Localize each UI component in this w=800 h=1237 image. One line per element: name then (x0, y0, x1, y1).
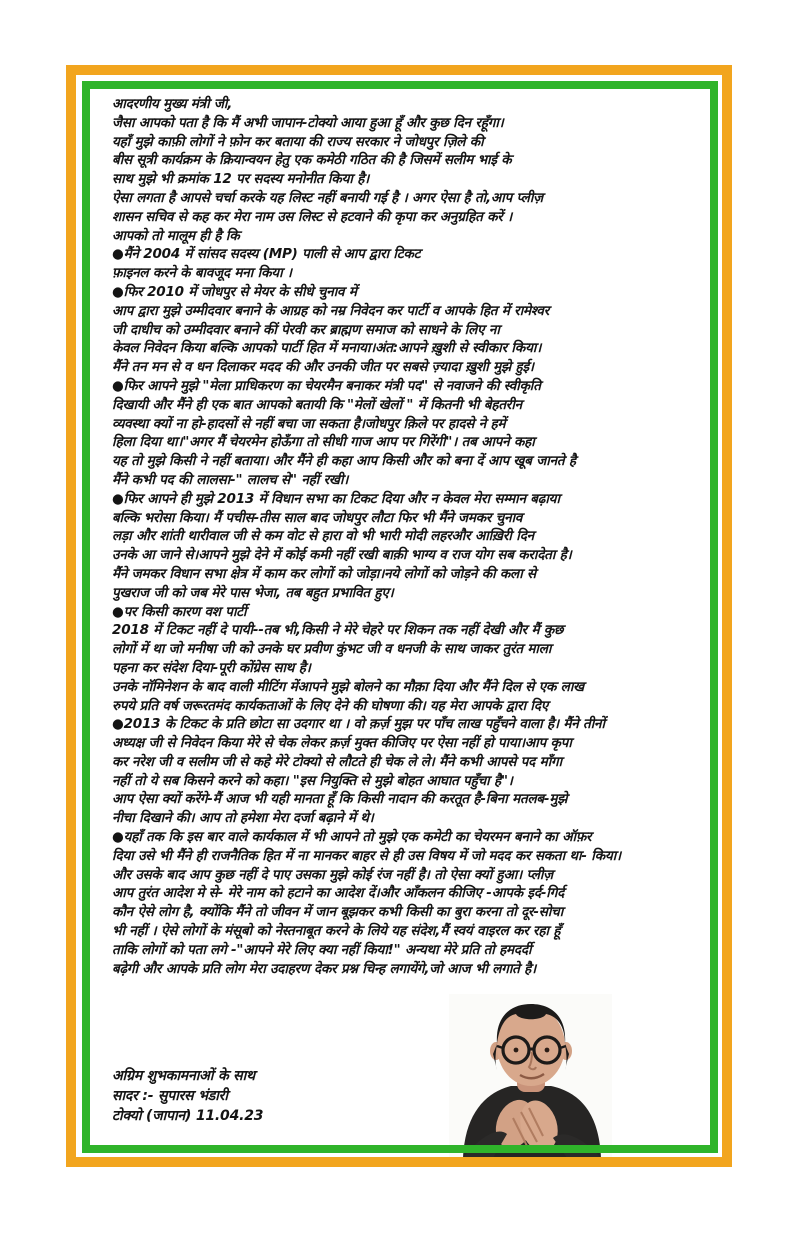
letter-line: ●फिर आपने ही मुझे 2013 में विधान सभा का टिकट दिया और न केवल मेरा सम्मान बढ़ाया (112, 490, 560, 507)
portrait-illustration (449, 994, 612, 1158)
letter-line: मैंने कभी पद की लालसा-" लालच से" नहीं रखी। (112, 471, 349, 488)
letter-line: आपको तो मालूम ही है कि (112, 227, 240, 244)
letter-line: आप द्वारा मुझे उम्मीदवार बनाने के आग्रह को नम्र निवेदन कर पार्टी व आपके हित में रामेश्वर (112, 302, 550, 319)
letter-line: ●पर किसी कारण वश पार्टी (112, 603, 247, 620)
letter-line: लोगों में था जो मनीषा जी को उनके घर प्रवीण कुंभट जी व धनजी के साथ जाकर तुरंत माला (112, 641, 552, 658)
letter-line: कर नरेश जी व सलीम जी से कहे मेरे टोक्यो से लौटते ही चेक ले ले। मैंने कभी आपसे पद माँगा (112, 753, 562, 770)
letter-line: नहीं तो ये सब किसने करने को कहा। "इस नियुक्ति से मुझे बोहत आघात पहुँचा है"। (112, 772, 513, 789)
letter-line: ●2013 के टिकट के प्रति छोटा सा उदगार था । वो क़र्ज़ मुझ पर पाँच लाख पहुँचने वाला है। मैंने तीनों (112, 716, 605, 733)
letter-line: मैंने जमकर विधान सभा क्षेत्र में काम कर लोगों को जोड़ा।नये लोगों को जोड़ने की कला से (112, 565, 536, 582)
letter-line: नीचा दिखाने की। आप तो हमेशा मेरा दर्जा बढ़ाने में थे। (112, 810, 374, 827)
letter-line: ऐसा लगता है आपसे चर्चा करके यह लिस्ट नहीं बनायी गई है । अगर ऐसा है तो,आप प्लीज़ (112, 189, 543, 206)
letter-line: ●फिर आपने मुझे "मेला प्राधिकरण का चेयरमैन बनाकर मंत्री पद" से नवाजने की स्वीकृति (112, 377, 541, 394)
letter-line: जैसा आपको पता है कि मैं अभी जापान-टोक्यो आया हुआ हूँ और कुछ दिन रहूँगा। (112, 114, 504, 131)
letter-line: उनके आ जाने से।आपने मुझे देने में कोई कमी नहीं रखी बाक़ी भाग्य व राज योग सब करादेता है। (112, 547, 572, 564)
letter-line: लड़ा और शांती थारीवाल जी से कम वोट से हारा वो भी भारी मोदी लहरऔर आख़िरी दिन (112, 528, 534, 545)
letter-line: जी दाधीच को उम्मीदवार बनाने कीं पेरवी कर ब्राह्मण समाज को साधने के लिए ना (112, 321, 500, 338)
letter-body (112, 95, 712, 978)
letter-line: यहाँ मुझे काफ़ी लोगों ने फ़ोन कर बताया की राज्य सरकार ने जोधपुर ज़िले की (112, 133, 484, 150)
letter-line: अध्यक्ष जी से निवेदन किया मेरे से चेक लेकर क़र्ज़ मुक्त कीजिए पर ऐसा नहीं हो पाया।आप कृपा (112, 735, 572, 752)
signature-block (112, 1066, 432, 1126)
letter-line: भी नहीं । ऐसे लोगों के मंसूबो को नेस्तनाबूत करने के लिये यह संदेश,मैं स्वयं वाइरल कर रहा हूँ (112, 923, 561, 940)
letter-line: दिखायी और मैंने ही एक बात आपको बतायी कि "मेलों खेलों " में कितनी भी बेहतरीन (112, 396, 522, 413)
letter-line: उनके नॉमिनेशन के बाद वाली मीटिंग मेंआपने मुझे बोलने का मौक़ा दिया और मैंने दिल से एक लाख (112, 678, 584, 695)
letter-line: ताकि लोगों को पता लगे -"आपने मेरे लिए क्या नहीं किया!" अन्यथा मेरे प्रति तो हमदर्दी (112, 941, 532, 958)
letter-line: और उसके बाद आप कुछ नहीं दे पाए उसका मुझे कोई रंज नहीं है। तो ऐसा क्यों हुआ। प्लीज़ (112, 866, 553, 883)
letter-line: पहना कर संदेश दिया-पूरी कोंग्रेस साथ है। (112, 659, 311, 676)
letter-line: टोक्यो (जापान) 11.04.23 (112, 1108, 264, 1124)
letter-line: दिया उसे भी मैंने ही राजनैतिक हित में ना मानकर बाहर से ही उस विषय में जो मदद कर सकता था- किया। (112, 847, 621, 864)
letter-line: आदरणीय मुख्य मंत्री जी, (112, 96, 233, 112)
letter-line: साथ मुझे भी क्रमांक 12 पर सदस्य मनोनीत किया है। (112, 171, 370, 188)
letter-line: ●फिर 2010 में जोधपुर से मेयर के सीधे चुनाव में (112, 283, 357, 300)
letter-line: यह तो मुझे किसी ने नहीं बताया। और मैंने ही कहा आप किसी और को बना दें आप खूब जानते है (112, 453, 576, 470)
letter-line: व्यवस्था क्यों ना हो-हादसों से नहीं बचा जा सकता है।जोधपुर क़िले पर हादसे ने हमें (112, 415, 506, 432)
letter-line: बल्कि भरोसा किया। मैं पचीस-तीस साल बाद जोधपुर लौटा फिर भी मैंने जमकर चुनाव (112, 509, 523, 526)
letter-line: कौन ऐसे लोग है, क्योंकि मैंने तो जीवन में जान बूझकर कभी किसी का बुरा करना तो दूर-सोचा (112, 904, 564, 921)
letter-line: 2018 में टिकट नहीं दे पायी--तब भी,किसी ने मेरे चेहरे पर शिकन तक नहीं देखी और मैं कुछ (112, 622, 564, 639)
letter-line: बढ़ेगी और आपके प्रति लोग मेरा उदाहरण देकर प्रश्न चिन्ह लगायेंगे,जो आज भी लगाते है। (112, 960, 537, 977)
letter-line: आप तुरंत आदेश मे से- मेरे नाम को हटाने का आदेश दें।और आँकलन कीजिए -आपके इर्द-गिर्द (112, 885, 565, 902)
letter-line: हिला दिया था।"अगर मैं चेयरमेन होऊँगा तो सीधी गाज आप पर गिरेंगी"। तब आपने कहा (112, 434, 535, 451)
letter-line: ●यहाँ तक कि इस बार वाले कार्यकाल में भी आपने तो मुझे एक कमेटी का चेयरमन बनाने का ऑफ़र (112, 829, 592, 846)
sender-portrait-photo (449, 994, 612, 1158)
letter-line: आप ऐसा क्यों करेंगे-मैं आज भी यही मानता हूँ कि किसी नादान की करतूत है-बिना मतलब-मुझे (112, 791, 568, 808)
letter-line: अग्रिम शुभकामनाओं के साथ (112, 1068, 255, 1084)
letter-line: पुखराज जी को जब मेरे पास भेजा, तब बहुत प्रभावित हुए। (112, 584, 394, 601)
letter-line: शासन सचिव से कह कर मेरा नाम उस लिस्ट से हटवाने की कृपा कर अनुग्रहित करें । (112, 208, 512, 225)
letter-line: केवल निवेदन किया बल्कि आपको पार्टी हित में मनाया।अंत:आपने ख़ुशी से स्वीकार किया। (112, 340, 542, 357)
letter-line: फ़ाइनल करने के बावजूद मना किया । (112, 265, 292, 282)
letter-line: बीस सूत्री कार्यक्रम के क्रियान्वयन हेतु एक कमेठी गठित की है जिसमें सलीम भाई के (112, 152, 512, 169)
letter-line: सादर :- सुपारस भंडारी (112, 1088, 228, 1104)
letter-line: मैंने तन मन से व धन दिलाकर मदद की और उनकी जीत पर सबसे ज़्यादा ख़ुशी मुझे हुई। (112, 359, 534, 376)
letter-line: रुपये प्रति वर्ष जरूरतमंद कार्यकताओं के लिए देने की घोषणा की। यह मेरा आपके द्वारा दिए (112, 697, 549, 714)
letter-line: ●मैंने 2004 में सांसद सदस्य (MP) पाली से आप द्वारा टिकट (112, 246, 421, 263)
